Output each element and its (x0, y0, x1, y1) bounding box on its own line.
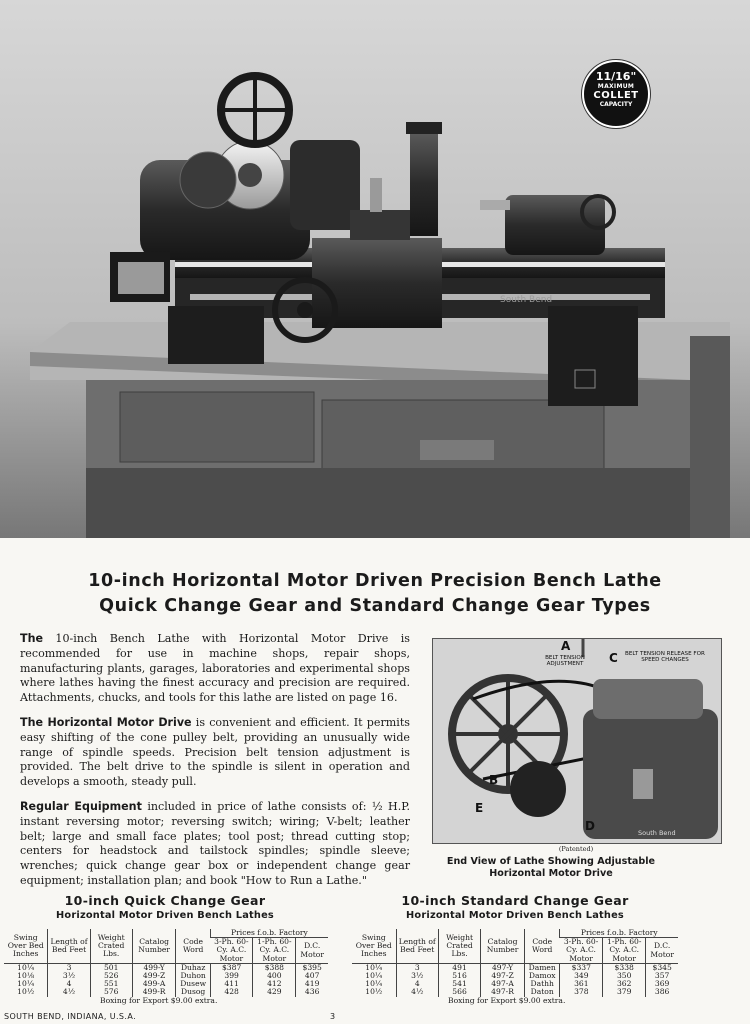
col-catalog: Catalog Number (481, 929, 525, 963)
col-code: Code Word (524, 929, 560, 963)
cell-swing: 10½ (365, 987, 383, 997)
cell-price-3ph: 378 (560, 988, 603, 996)
cell-swing: 10½ (17, 987, 35, 997)
col-swing: Swing Over Bed Inches (4, 929, 48, 963)
standard-change-table (352, 929, 678, 997)
cell-swing: 10⅛ (17, 971, 35, 981)
cell-price-3ph: 399 (210, 972, 252, 980)
cell-price-1ph: 412 (253, 980, 296, 988)
quick-change-title: 10-inch Quick Change Gear (64, 893, 266, 908)
cell-catalog: 499-A (132, 980, 176, 988)
quick-change-heading (0, 893, 330, 921)
headline-line2: Quick Change Gear and Standard Change Gear Types (99, 596, 651, 616)
label-a: A (561, 639, 571, 653)
cell-swing: 10¼ (17, 979, 35, 989)
cell-length: 4½ (396, 988, 438, 996)
cell-price-1ph: $388 (253, 963, 296, 972)
col-price-1ph: 1-Ph. 60-Cy. A.C. Motor (603, 938, 646, 964)
label-d: D (585, 819, 595, 833)
paragraph-3-text: included in price of lathe consists of: ½ H.P. instant reversing motor; reversing switch; wiring; V-belt; leather belt; large and small face plates; tool post; thread cutting stop; centers for headstock and tailstock spindles; spindle sleeve; wrenches; quick change gear box or independent change gear equipment; installation plan; and book "How to Run a Lathe." (20, 799, 411, 887)
paragraph-2-lead: The Horizontal Motor Drive (20, 715, 192, 729)
quick-change-table (4, 929, 328, 997)
col-prices: Prices f.o.b. Factory (560, 929, 678, 938)
label-e: E (475, 801, 484, 815)
cell-price-dc: $345 (646, 963, 678, 972)
cell-code: Dathh (524, 980, 560, 988)
collet-word: COLLET (593, 90, 639, 101)
cell-code: Dusew (176, 980, 210, 988)
cell-weight: 526 (90, 972, 132, 980)
cell-price-dc: 357 (646, 972, 678, 980)
cell-weight: 516 (438, 972, 480, 980)
label-b: B (489, 773, 499, 787)
cell-price-3ph: $337 (560, 963, 603, 972)
cell-length: 4 (48, 980, 90, 988)
cell-price-3ph: 428 (210, 988, 252, 996)
collet-capacity-badge (582, 60, 650, 128)
paragraph-2-text: is convenient and efficient. It permits easy shifting of the cone pulley belt, providing an unusually wide range of spindle speeds. Precision belt tension adjustment is provided. The belt drive to the spindle is silent in operation and develops a smooth, steady pull. (20, 715, 410, 789)
standard-change-heading (350, 893, 680, 921)
cell-price-1ph: 429 (253, 988, 296, 996)
col-length: Length of Bed Feet (396, 929, 438, 963)
end-view-caption-line2: Horizontal Motor Drive (489, 868, 613, 879)
paragraph-3 (20, 800, 410, 889)
footer-location: SOUTH BEND, INDIANA, U.S.A. (4, 1012, 137, 1021)
col-weight: Weight Crated Lbs. (90, 929, 132, 963)
cell-price-3ph: 361 (560, 980, 603, 988)
cell-length: 4 (396, 980, 438, 988)
cell-weight: 551 (90, 980, 132, 988)
label-release: BELT TENSION RELEASE FOR SPEED CHANGES (625, 651, 705, 664)
svg-text:South Bend: South Bend (500, 295, 553, 305)
cell-catalog: 499-Z (132, 972, 176, 980)
cell-price-3ph: $387 (210, 963, 252, 972)
quick-change-subtitle: Horizontal Motor Driven Bench Lathes (56, 910, 274, 921)
body-text (20, 632, 410, 899)
cell-catalog: 497-Y (481, 963, 525, 972)
cell-catalog: 497-Z (481, 972, 525, 980)
cell-weight: 566 (438, 988, 480, 996)
col-price-3ph: 3-Ph. 60-Cy. A.C. Motor (210, 938, 252, 964)
end-view-photo (432, 638, 722, 844)
end-view-caption-line1: End View of Lathe Showing Adjustable (446, 856, 656, 867)
cell-price-1ph: 350 (603, 972, 646, 980)
label-c: C (609, 651, 618, 665)
col-prices: Prices f.o.b. Factory (210, 929, 328, 938)
cell-code: Damen (524, 963, 560, 972)
col-code: Code Word (176, 929, 210, 963)
cell-weight: 541 (438, 980, 480, 988)
col-price-3ph: 3-Ph. 60-Cy. A.C. Motor (560, 938, 603, 964)
cell-length: 3 (396, 963, 438, 972)
cell-price-3ph: 349 (560, 972, 603, 980)
cell-price-dc: 369 (646, 980, 678, 988)
col-price-dc: D.C. Motor (296, 938, 328, 964)
cell-length: 3½ (48, 972, 90, 980)
cell-price-1ph: 400 (253, 972, 296, 980)
cell-code: Damox (524, 972, 560, 980)
paragraph-3-lead: Regular Equipment (20, 799, 142, 813)
end-view-caption (432, 856, 670, 880)
cell-code: Duhon (176, 972, 210, 980)
cell-price-dc: 419 (296, 980, 328, 988)
standard-change-boxing: Boxing for Export $9.00 extra. (448, 996, 566, 1005)
cell-price-1ph: 379 (603, 988, 646, 996)
cell-price-1ph: $338 (603, 963, 646, 972)
col-price-1ph: 1-Ph. 60-Cy. A.C. Motor (253, 938, 296, 964)
collet-capacity: CAPACITY (599, 101, 633, 108)
cell-swing: 10¼ (365, 979, 383, 989)
cell-catalog: 499-Y (132, 963, 176, 972)
col-swing: Swing Over Bed Inches (352, 929, 396, 963)
collet-size: 11/16" (595, 70, 637, 83)
col-weight: Weight Crated Lbs. (438, 929, 480, 963)
standard-change-title: 10-inch Standard Change Gear (401, 893, 629, 908)
cell-code: Duhaz (176, 963, 210, 972)
cell-length: 3 (48, 963, 90, 972)
paragraph-1-text: 10-inch Bench Lathe with Horizontal Motor Drive is recommended for use in machine shops, repair shops, manufacturing plants, garages, laboratories and experimental shops where lathes having the finest accuracy and precision are required. Attachments, chucks, and tools for this lathe are listed on page 16. (20, 632, 410, 705)
cell-catalog: 497-A (481, 980, 525, 988)
paragraph-1 (20, 632, 410, 706)
cell-catalog: 497-R (481, 988, 525, 996)
cell-price-3ph: 411 (210, 980, 252, 988)
collet-maximum: MAXIMUM (597, 83, 635, 90)
col-length: Length of Bed Feet (48, 929, 90, 963)
headline-line1: 10-inch Horizontal Motor Driven Precision Bench Lathe (88, 571, 662, 591)
cell-code: Daton (524, 988, 560, 996)
cell-price-1ph: 362 (603, 980, 646, 988)
patented-note: (Patented) (558, 845, 594, 853)
cell-length: 4½ (48, 988, 90, 996)
paragraph-1-lead: The (20, 632, 43, 645)
standard-change-subtitle: Horizontal Motor Driven Bench Lathes (406, 910, 624, 921)
paragraph-2 (20, 716, 410, 790)
cell-swing: 10¼ (365, 971, 383, 981)
cell-price-dc: 436 (296, 988, 328, 996)
cell-swing: 10¼ (365, 962, 383, 972)
cell-weight: 491 (438, 963, 480, 972)
cell-weight: 576 (90, 988, 132, 996)
cell-price-dc: 386 (646, 988, 678, 996)
page-number: 3 (330, 1012, 336, 1021)
cell-length: 3½ (396, 972, 438, 980)
col-price-dc: D.C. Motor (646, 938, 678, 964)
cell-code: Dusog (176, 988, 210, 996)
cell-weight: 501 (90, 963, 132, 972)
end-view-brand: South Bend (638, 829, 676, 837)
quick-change-boxing: Boxing for Export $9.00 extra. (100, 996, 218, 1005)
cell-catalog: 499-R (132, 988, 176, 996)
col-catalog: Catalog Number (132, 929, 176, 963)
cell-price-dc: 407 (296, 972, 328, 980)
cell-swing: 10¼ (17, 962, 35, 972)
label-adjustment: BELT TENSION ADJUSTMENT (545, 655, 585, 668)
cell-price-dc: $395 (296, 963, 328, 972)
